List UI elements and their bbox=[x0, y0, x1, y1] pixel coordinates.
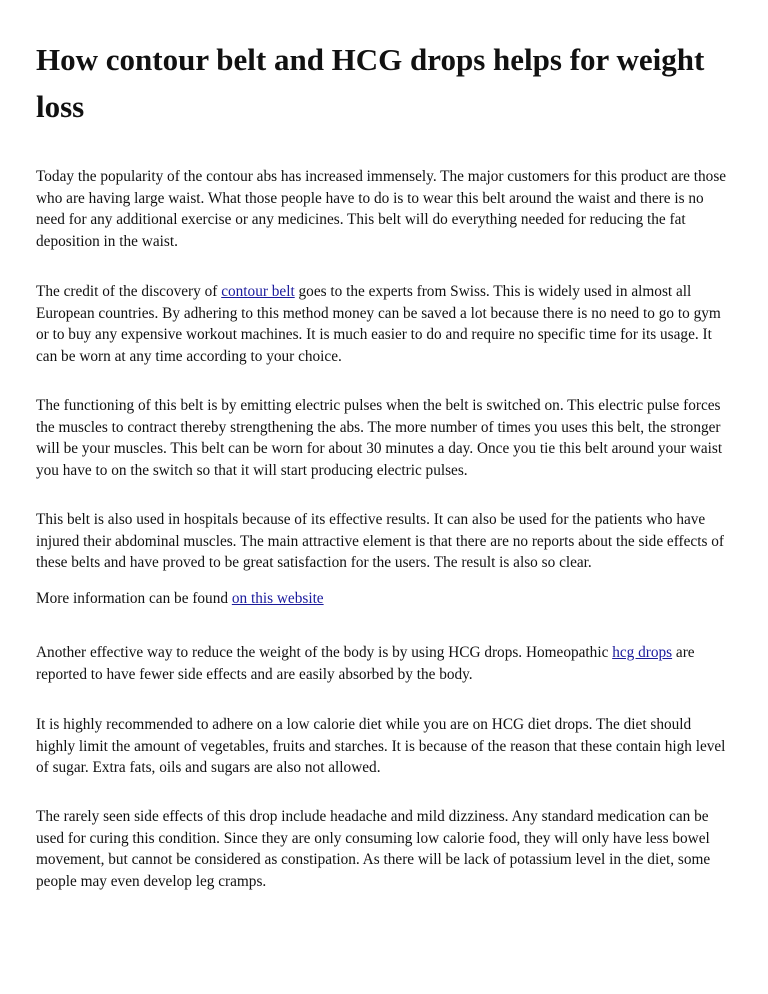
page-title: How contour belt and HCG drops helps for weight loss bbox=[36, 42, 705, 124]
paragraph-intro: Today the popularity of the contour abs has increased immensely. The major customers for this product are those who are having large waist. What those people have to do is to wear this belt around the waist and there is no need for any additional exercise or any medicines. This belt will do everything needed for reducing the fat deposition in the waist. bbox=[36, 168, 727, 250]
paragraph-hospitals: This belt is also used in hospitals because of its effective results. It can also be used for the patients who have injured their abdominal muscles. The main attractive element is that there are no reports about the side effects of these belts and have proved to be great satisfaction for the users. The result is also so clear. bbox=[36, 511, 724, 571]
paragraph-text: goes to the experts from Swiss. This is widely used in almost all European countries. By adhering to this method money can be saved a lot because there is no need to go to gym or to buy any expensive workout machines. It is much easier to do and require no specific time for its usage. It can be worn at any time according to your choice. bbox=[36, 283, 721, 365]
paragraph-text: The credit of the discovery of bbox=[36, 283, 222, 300]
paragraph-text: are reported to have fewer side effects and are easily absorbed by the body. bbox=[36, 644, 695, 683]
hcg-drops-link[interactable]: hcg drops bbox=[612, 644, 673, 661]
contour-belt-link[interactable]: contour belt bbox=[221, 283, 295, 300]
paragraph-text: More information can be found bbox=[36, 590, 232, 607]
paragraph-side-effects: The rarely seen side effects of this drop include headache and mild dizziness. Any standard medication can be used for curing this condition. Since they are only consuming low calorie food, they will only have less bowel movement, but cannot be considered as constipation. As there will be lack of potassium level in the diet, some people may even develop leg cramps. bbox=[36, 808, 711, 890]
paragraph-more-info bbox=[36, 588, 732, 610]
paragraph-diet: It is highly recommended to adhere on a low calorie diet while you are on HCG diet drops. The diet should highly limit the amount of vegetables, fruits and starches. It is because of the reason that these contain high level of sugar. Extra fats, oils and sugars are also not allowed. bbox=[36, 716, 726, 776]
paragraph-credit bbox=[36, 281, 732, 367]
paragraph-hcg-drops bbox=[36, 642, 732, 685]
website-link[interactable]: on this website bbox=[231, 590, 324, 607]
paragraph-functioning: The functioning of this belt is by emitting electric pulses when the belt is switched on. This electric pulse forces the muscles to contract thereby strengthening the abs. The more number of times you uses this belt, the stronger will be your muscles. This belt can be worn for about 30 minutes a day. Once you tie this belt around your waist you have to on the switch so that it will start producing electric pulses. bbox=[36, 397, 723, 479]
paragraph-text: Another effective way to reduce the weight of the body is by using HCG drops. Homeopathic bbox=[36, 644, 613, 661]
